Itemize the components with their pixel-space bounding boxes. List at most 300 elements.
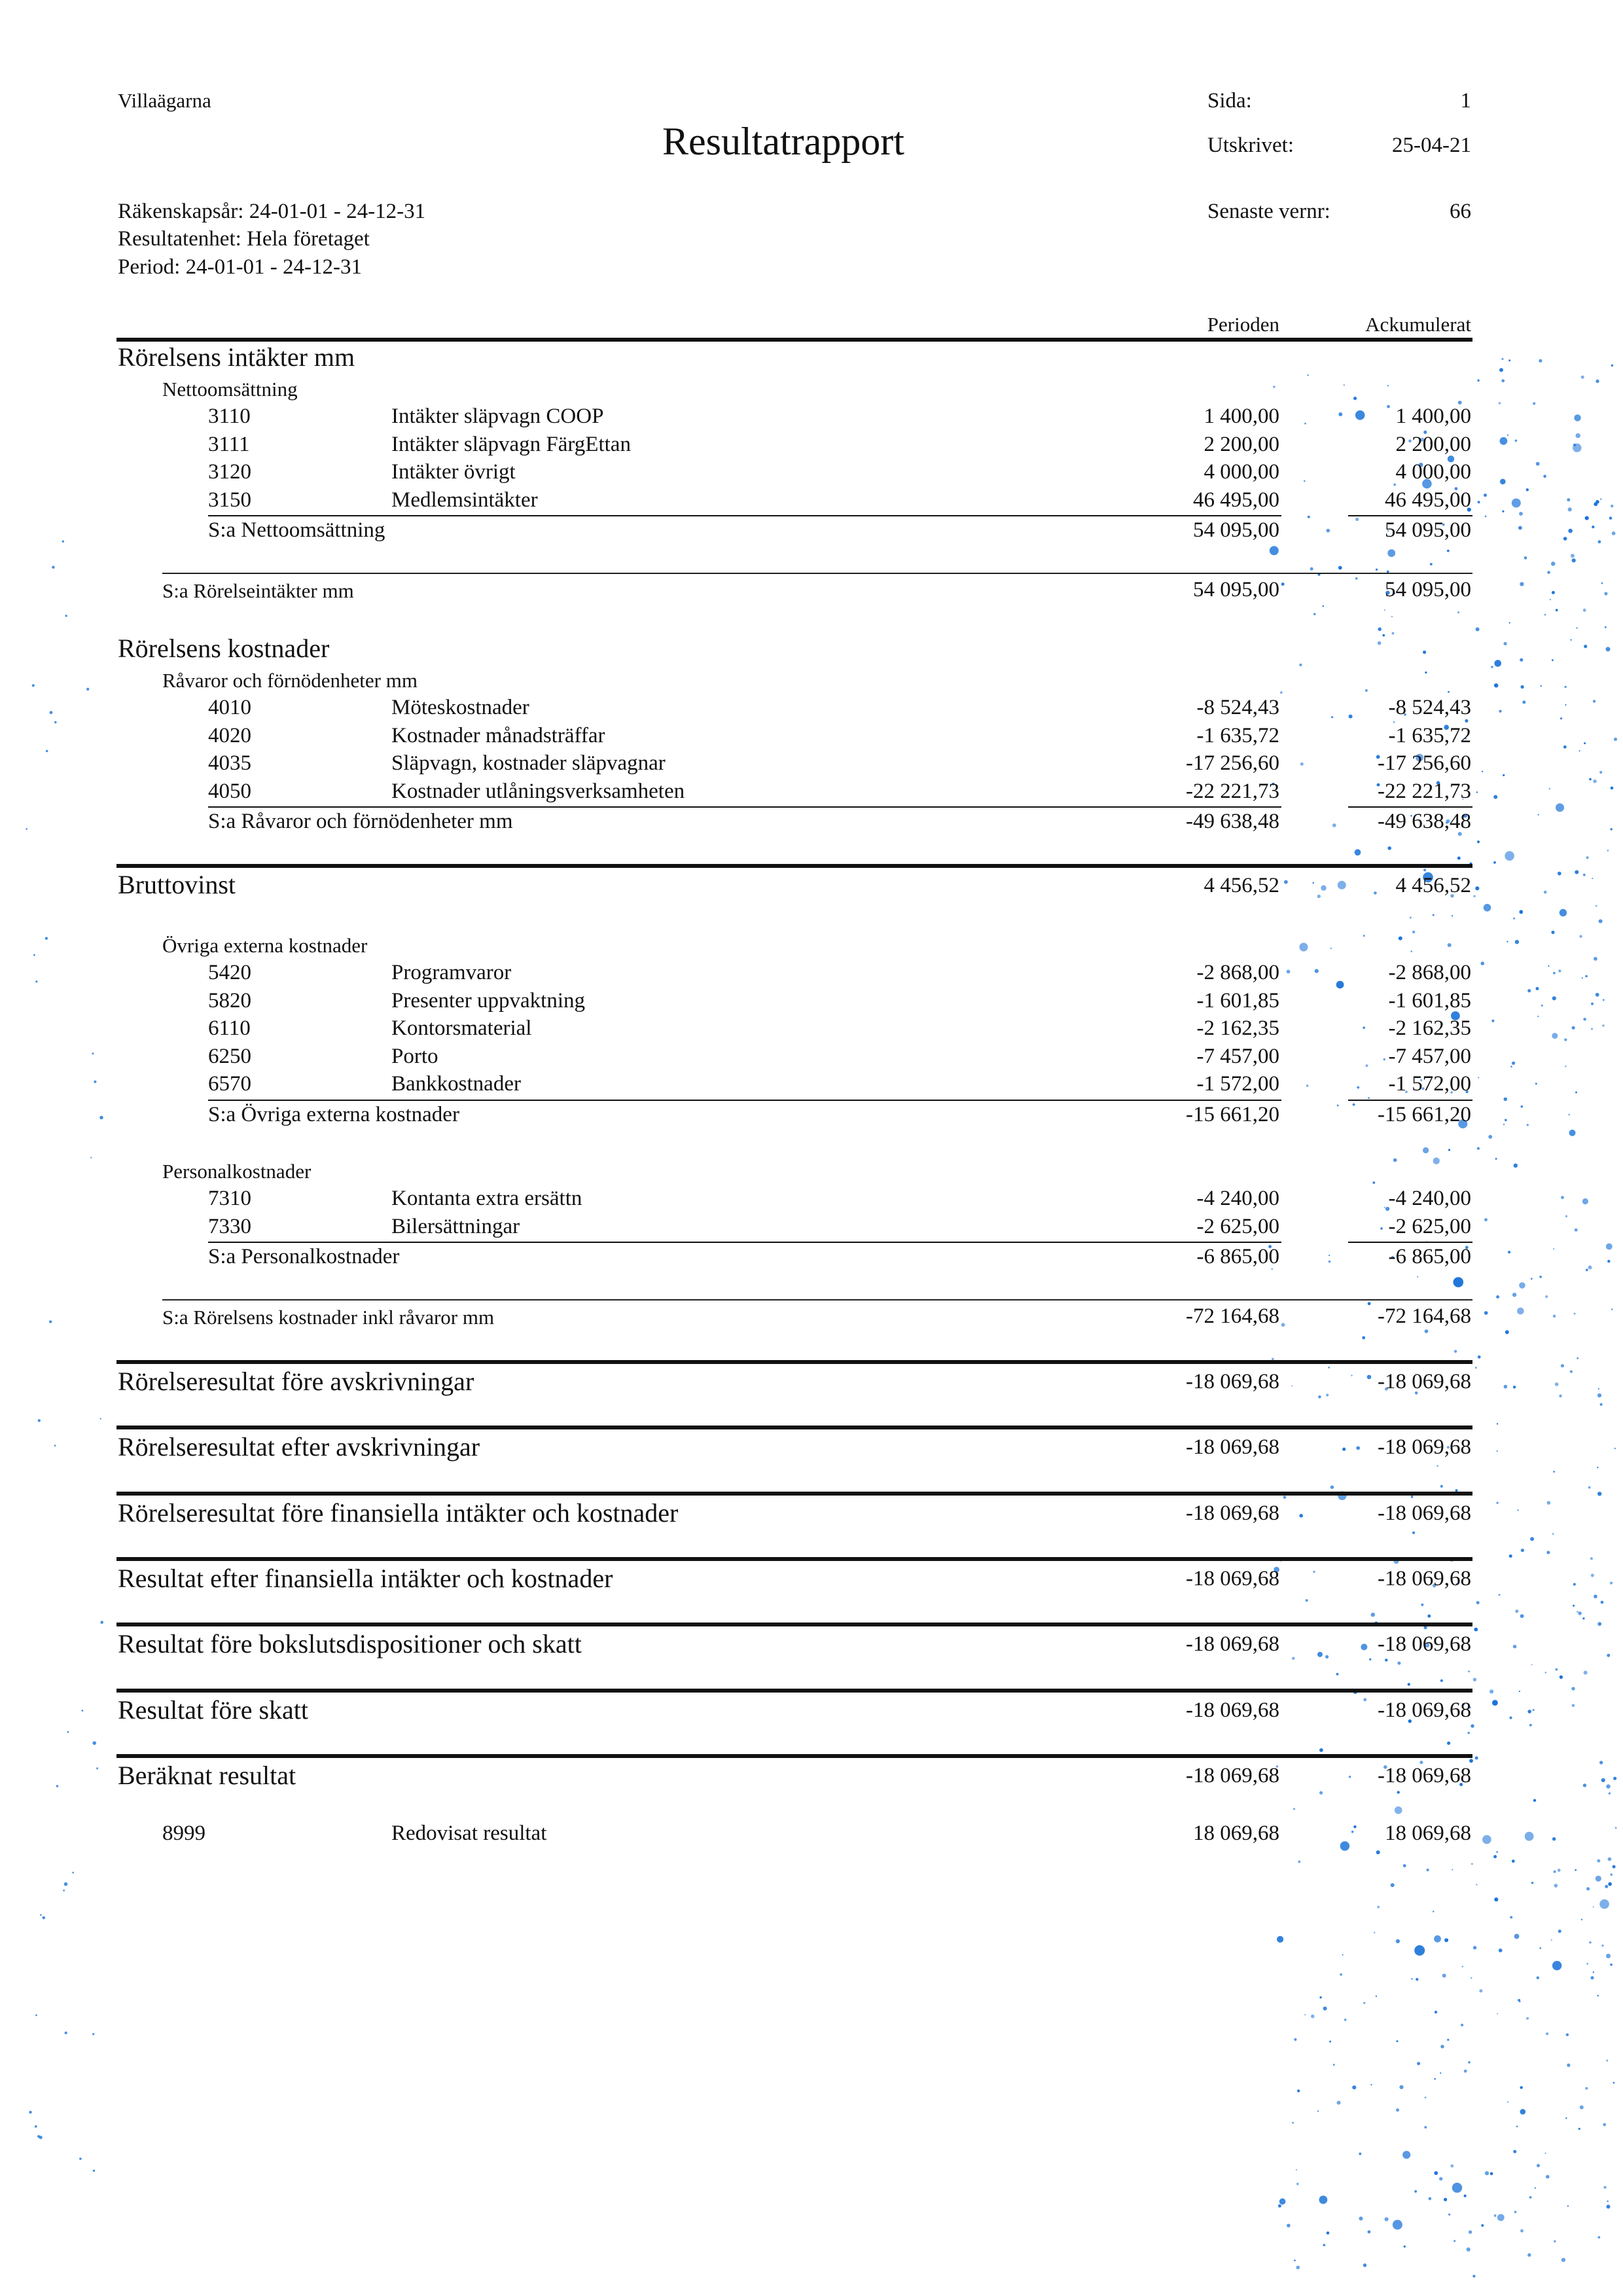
subtotal-rule (1348, 806, 1472, 808)
ink-speck (1597, 1492, 1601, 1496)
ink-speck (1579, 935, 1582, 938)
ink-speck (1515, 940, 1519, 944)
ink-speck (1374, 1932, 1375, 1933)
ink-speck (1499, 710, 1501, 713)
ink-speck (1565, 1215, 1567, 1217)
ink-speck (1504, 1385, 1508, 1389)
ink-speck (1368, 1097, 1370, 1099)
ink-speck (37, 2135, 40, 2138)
ink-speck (1613, 2082, 1615, 2084)
ink-speck (1524, 556, 1527, 560)
ink-speck (1594, 957, 1597, 961)
ink-speck (1448, 1149, 1450, 1151)
ink-speck (1582, 977, 1583, 978)
period-amount: -2 868,00 (1196, 961, 1279, 984)
group-heading-personnel: Personalkostnader (162, 1160, 312, 1183)
ink-speck (1558, 1869, 1561, 1872)
ink-speck (1552, 1837, 1556, 1840)
ink-speck (1317, 2110, 1319, 2111)
ink-speck (1411, 1496, 1413, 1498)
ink-speck (82, 1710, 84, 1712)
ink-speck (1412, 1532, 1415, 1534)
ink-speck (1574, 414, 1580, 421)
section-rule (116, 1557, 1472, 1561)
ink-speck (1475, 1367, 1477, 1369)
ink-speck (1393, 721, 1395, 723)
ink-speck (1448, 691, 1450, 693)
ink-speck (1467, 2248, 1471, 2251)
ink-speck (1520, 1614, 1524, 1618)
ink-speck (1570, 639, 1571, 641)
accumulated-amount: -18 069,68 (1378, 1698, 1471, 1722)
ink-speck (1530, 1537, 1534, 1541)
ink-speck (1315, 969, 1319, 973)
ink-speck (1531, 1278, 1533, 1280)
ink-speck (1299, 1514, 1303, 1518)
ink-speck (1426, 1869, 1429, 1871)
ink-speck (1596, 500, 1599, 503)
ink-speck (1499, 1594, 1501, 1596)
ink-speck (1355, 849, 1361, 855)
ink-speck (1514, 1934, 1520, 1939)
ink-speck (1555, 1382, 1559, 1386)
ink-speck (1527, 1710, 1531, 1713)
ink-speck (1555, 1668, 1558, 1671)
ink-speck (1614, 738, 1617, 741)
company-name: Villaägarna (118, 89, 211, 112)
ink-speck (1579, 750, 1580, 751)
ink-speck (1494, 684, 1497, 687)
ink-speck (1294, 2259, 1296, 2261)
ink-speck (1599, 1899, 1609, 1909)
ink-speck (1344, 2018, 1346, 2020)
ink-speck (86, 688, 89, 691)
ink-speck (1499, 1948, 1503, 1952)
ink-speck (1378, 628, 1382, 632)
ink-speck (1567, 498, 1570, 501)
ink-speck (1556, 609, 1558, 611)
ink-speck (1319, 2196, 1328, 2204)
ink-speck (1607, 1260, 1610, 1263)
ink-speck (1353, 1103, 1355, 1106)
ink-speck (1539, 1276, 1542, 1278)
ink-speck (1527, 1124, 1529, 1126)
accumulated-amount: -18 069,68 (1378, 1567, 1471, 1590)
ink-speck (1351, 1374, 1352, 1376)
period-amount: -18 069,68 (1186, 1501, 1279, 1525)
account-number: 4010 (208, 696, 251, 719)
total-label: S:a Rörelseintäkter mm (162, 579, 354, 602)
result-label: Rörelseresultat efter avskrivningar (118, 1432, 480, 1462)
ink-speck (1363, 1698, 1366, 1702)
subtotal-label: S:a Råvaror och förnödenheter mm (208, 810, 513, 833)
result-unit: Resultatenhet: Hela företaget (118, 227, 370, 251)
ink-speck (1392, 632, 1395, 635)
ink-speck (1417, 2062, 1420, 2065)
ink-speck (1342, 1954, 1344, 1956)
ink-speck (1585, 2087, 1588, 2090)
ink-speck (1609, 516, 1613, 520)
ink-speck (1361, 1643, 1367, 1650)
ink-speck (1385, 1659, 1387, 1661)
ink-speck (1569, 1130, 1576, 1136)
ink-speck (72, 1872, 74, 1874)
ink-speck (1307, 374, 1309, 376)
ink-speck (1464, 2195, 1467, 2197)
ink-speck (1424, 2126, 1427, 2128)
ink-speck (46, 750, 48, 753)
ink-speck (1585, 516, 1589, 520)
section-rule (116, 1426, 1472, 1429)
ink-speck (1611, 787, 1614, 790)
ink-speck (1610, 1582, 1613, 1585)
ink-speck (1478, 1355, 1481, 1359)
ink-speck (1581, 376, 1584, 379)
ink-speck (1338, 566, 1342, 570)
ink-speck (1561, 2258, 1565, 2262)
ink-speck (1278, 2204, 1281, 2208)
subtotal-rule (208, 806, 1281, 808)
ink-speck (1599, 920, 1603, 924)
ink-speck (1592, 526, 1594, 528)
ink-speck (1281, 583, 1285, 586)
ink-speck (65, 2032, 67, 2034)
ink-speck (1591, 1003, 1594, 1005)
report-title: Resultatrapport (662, 120, 904, 163)
account-name: Bankkostnader (391, 1072, 521, 1096)
period-amount: -1 572,00 (1196, 1072, 1279, 1096)
ink-speck (1513, 1386, 1516, 1388)
ink-speck (1323, 2244, 1325, 2246)
ink-speck (1513, 918, 1515, 920)
account-name: Intäkter övrigt (391, 460, 516, 484)
ink-speck (1377, 1906, 1380, 1909)
ink-speck (1576, 433, 1580, 438)
ink-speck (1363, 1027, 1365, 1030)
ink-speck (1328, 1367, 1330, 1369)
ink-speck (1412, 931, 1415, 933)
ink-speck (1608, 1857, 1612, 1861)
ink-speck (1433, 914, 1435, 916)
account-name: Kontorsmaterial (391, 1016, 532, 1040)
ink-speck (1444, 2198, 1447, 2201)
ink-speck (1374, 891, 1377, 895)
ink-speck (1563, 745, 1567, 749)
section-heading-costs: Rörelsens kostnader (118, 634, 330, 663)
ink-speck (35, 980, 37, 982)
ink-speck (1552, 1533, 1554, 1534)
ink-speck (1416, 1978, 1418, 1981)
ink-speck (1583, 609, 1586, 612)
ink-speck (1493, 1855, 1497, 1858)
ink-speck (1440, 2072, 1441, 2073)
ink-speck (1607, 2200, 1608, 2202)
account-number: 3111 (208, 433, 250, 456)
ink-speck (1509, 622, 1510, 624)
ink-speck (1575, 870, 1578, 874)
group-heading-materials: Råvaror och förnödenheter mm (162, 669, 418, 692)
accumulated-amount: -4 240,00 (1388, 1187, 1471, 1210)
ink-speck (1299, 942, 1308, 951)
period-amount: -15 661,20 (1186, 1103, 1279, 1126)
ink-speck (1613, 1777, 1616, 1780)
ink-speck (1391, 1883, 1395, 1887)
ink-speck (1552, 659, 1554, 661)
account-name: Kostnader utlåningsverksamheten (391, 780, 685, 803)
period-amount: -17 256,60 (1186, 751, 1279, 775)
ink-speck (1325, 1655, 1329, 1659)
ink-speck (1561, 1364, 1564, 1367)
ink-speck (1554, 1871, 1556, 1873)
ink-speck (1468, 2061, 1470, 2063)
ink-speck (56, 1785, 59, 1787)
ink-speck (1349, 715, 1353, 719)
ink-speck (1403, 1864, 1406, 1867)
ink-speck (1277, 1936, 1283, 1943)
ink-speck (1477, 380, 1480, 382)
subtotal-label: S:a Nettoomsättning (208, 518, 385, 542)
ink-speck (1554, 1884, 1558, 1888)
ink-speck (1610, 1964, 1613, 1966)
period-amount: -1 635,72 (1196, 724, 1279, 747)
ink-speck (1473, 1678, 1476, 1681)
ink-speck (67, 1731, 69, 1733)
ink-speck (1536, 462, 1540, 466)
result-label: Resultat före bokslutsdispositioner och skatt (118, 1629, 582, 1659)
ink-speck (1447, 550, 1450, 552)
ink-speck (1417, 1276, 1418, 1278)
accumulated-amount: -1 601,85 (1388, 989, 1471, 1013)
ink-speck (1491, 1020, 1494, 1022)
ink-speck (1573, 1583, 1576, 1586)
ink-speck (1497, 2013, 1498, 2015)
account-number: 7330 (208, 1215, 251, 1238)
ink-speck (1365, 689, 1368, 692)
ink-speck (1578, 2128, 1580, 2130)
ink-speck (1552, 996, 1556, 1000)
ink-speck (1367, 1375, 1372, 1380)
ink-speck (1378, 641, 1382, 645)
ink-speck (1584, 1671, 1588, 1675)
ink-speck (38, 1419, 41, 1422)
ink-speck (1380, 1227, 1382, 1229)
ink-speck (1363, 935, 1365, 937)
ink-speck (1590, 1557, 1593, 1560)
account-number: 4050 (208, 780, 251, 803)
ink-speck (1537, 1016, 1539, 1017)
account-name: Möteskostnader (391, 696, 529, 719)
account-name: Redovisat resultat (391, 1821, 547, 1845)
section-rule (116, 864, 1472, 868)
ink-speck (1497, 1423, 1498, 1424)
ink-speck (96, 1767, 98, 1769)
ink-speck (1490, 2172, 1493, 2176)
ink-speck (1326, 1393, 1329, 1396)
ink-speck (1612, 531, 1616, 535)
ink-speck (1580, 2106, 1584, 2109)
ink-speck (1353, 397, 1357, 400)
ink-speck (1536, 987, 1539, 990)
ink-speck (1572, 558, 1576, 562)
ink-speck (1588, 1266, 1592, 1270)
ink-speck (1481, 961, 1485, 965)
ink-speck (1515, 440, 1518, 442)
ink-speck (1593, 1971, 1594, 1973)
period-amount: 54 095,00 (1193, 518, 1279, 542)
ink-speck (1591, 1574, 1594, 1577)
ink-speck (1371, 1613, 1375, 1617)
ink-speck (1473, 895, 1475, 897)
ink-speck (1284, 880, 1288, 884)
last-voucher-number: 66 (1450, 200, 1471, 223)
ink-speck (1477, 1147, 1480, 1150)
ink-speck (1363, 2002, 1365, 2004)
accumulated-amount: -18 069,68 (1378, 1501, 1471, 1525)
ink-speck (1545, 2153, 1546, 2154)
ink-speck (1597, 1622, 1601, 1626)
ink-speck (1508, 359, 1510, 361)
ink-speck (1596, 993, 1599, 997)
ink-speck (1370, 2084, 1372, 2085)
group-heading-net-sales: Nettoomsättning (162, 378, 298, 401)
ink-speck (1359, 2217, 1363, 2221)
account-number: 6570 (208, 1072, 251, 1096)
ink-speck (1582, 1198, 1588, 1204)
ink-speck (1491, 666, 1493, 668)
ink-speck (1280, 691, 1283, 694)
ink-speck (1589, 1941, 1592, 1944)
ink-speck (1452, 915, 1453, 916)
ink-speck (1573, 444, 1576, 446)
ink-speck (1606, 1954, 1611, 1958)
ink-speck (1496, 1851, 1498, 1853)
ink-speck (1520, 2109, 1526, 2115)
ink-speck (1545, 1672, 1546, 1673)
ink-speck (1606, 1784, 1610, 1788)
section-rule (116, 1492, 1472, 1496)
ink-speck (1482, 771, 1483, 772)
ink-speck (1588, 1486, 1591, 1489)
ink-speck (1287, 2224, 1291, 2228)
ink-speck (1330, 1486, 1334, 1489)
ink-speck (1329, 1255, 1330, 1256)
ink-speck (1382, 634, 1385, 637)
ink-speck (1436, 1465, 1438, 1467)
account-number: 4020 (208, 724, 251, 747)
account-name: Kostnader månadsträffar (391, 724, 605, 747)
ink-speck (1469, 1759, 1473, 1763)
accumulated-amount: -49 638,48 (1378, 810, 1471, 833)
ink-speck (1517, 1308, 1524, 1315)
ink-speck (1306, 1085, 1309, 1087)
ink-speck (1319, 1791, 1323, 1795)
account-number: 5820 (208, 989, 251, 1013)
ink-speck (1448, 2214, 1450, 2215)
period-amount: -8 524,43 (1196, 696, 1279, 719)
ink-speck (1574, 1313, 1576, 1315)
ink-speck (1560, 1676, 1563, 1679)
account-name: Programvaror (391, 961, 512, 984)
ink-speck (1559, 1395, 1561, 1397)
ink-speck (1600, 1403, 1603, 1406)
ink-speck (1477, 840, 1480, 843)
ink-speck (1395, 1806, 1402, 1814)
ink-speck (1604, 592, 1607, 595)
ink-speck (1597, 1467, 1598, 1468)
ink-speck (1495, 1158, 1497, 1160)
account-number: 6110 (208, 1016, 251, 1040)
ink-speck (1396, 2108, 1399, 2111)
ink-speck (1568, 507, 1572, 511)
ink-speck (1497, 2214, 1505, 2221)
ink-speck (1519, 910, 1523, 914)
ink-speck (1526, 488, 1529, 491)
accumulated-amount: -17 256,60 (1378, 751, 1471, 775)
ink-speck (1494, 660, 1501, 667)
ink-speck (1545, 1295, 1548, 1298)
accumulated-amount: 18 069,68 (1385, 1821, 1471, 1845)
ink-speck (1603, 2123, 1606, 2126)
ink-speck (1468, 1670, 1470, 1672)
ink-speck (1553, 1315, 1556, 1318)
ink-speck (32, 684, 35, 687)
ink-speck (1430, 563, 1433, 565)
ink-speck (1586, 1887, 1590, 1890)
ink-speck (1552, 1033, 1558, 1039)
ink-speck (1519, 512, 1523, 516)
account-number: 8999 (162, 1821, 205, 1845)
ink-speck (1504, 1098, 1508, 1102)
ink-speck (1336, 1673, 1339, 1676)
ink-speck (43, 1916, 46, 1920)
ink-speck (1304, 423, 1306, 425)
ink-speck (1573, 1605, 1575, 1607)
period-amount: -72 164,68 (1186, 1304, 1279, 1328)
period-amount: -7 457,00 (1196, 1045, 1279, 1068)
ink-speck (1505, 1119, 1507, 1122)
ink-speck (1503, 774, 1505, 776)
ink-speck (1586, 1269, 1588, 1272)
ink-speck (64, 1882, 68, 1886)
ink-speck (1362, 1336, 1365, 1340)
period-amount: -18 069,68 (1186, 1698, 1279, 1722)
ink-speck (1474, 1628, 1478, 1632)
ink-speck (1472, 2275, 1475, 2278)
ink-speck (1520, 2086, 1523, 2089)
ink-speck (1596, 380, 1599, 383)
ink-speck (1292, 2122, 1294, 2124)
ink-speck (1429, 2197, 1432, 2200)
ink-speck (1376, 1850, 1380, 1854)
ink-speck (1448, 943, 1452, 947)
account-number: 3120 (208, 460, 251, 484)
ink-speck (1355, 410, 1365, 420)
ink-speck (1313, 613, 1315, 615)
ink-speck (1533, 1799, 1536, 1802)
ink-speck (1317, 895, 1321, 898)
ink-speck (1433, 1158, 1440, 1164)
ink-speck (1600, 498, 1602, 500)
ink-speck (1421, 1604, 1423, 1606)
ink-speck (1597, 1995, 1599, 1996)
ink-speck (1439, 2177, 1442, 2180)
printed-label: Utskrivet: (1207, 134, 1294, 157)
accumulated-amount: 2 200,00 (1395, 433, 1471, 456)
ink-speck (1387, 405, 1390, 408)
ink-speck (1513, 2150, 1516, 2153)
result-label: Resultat före skatt (118, 1695, 309, 1725)
ink-speck (1488, 1135, 1492, 1139)
